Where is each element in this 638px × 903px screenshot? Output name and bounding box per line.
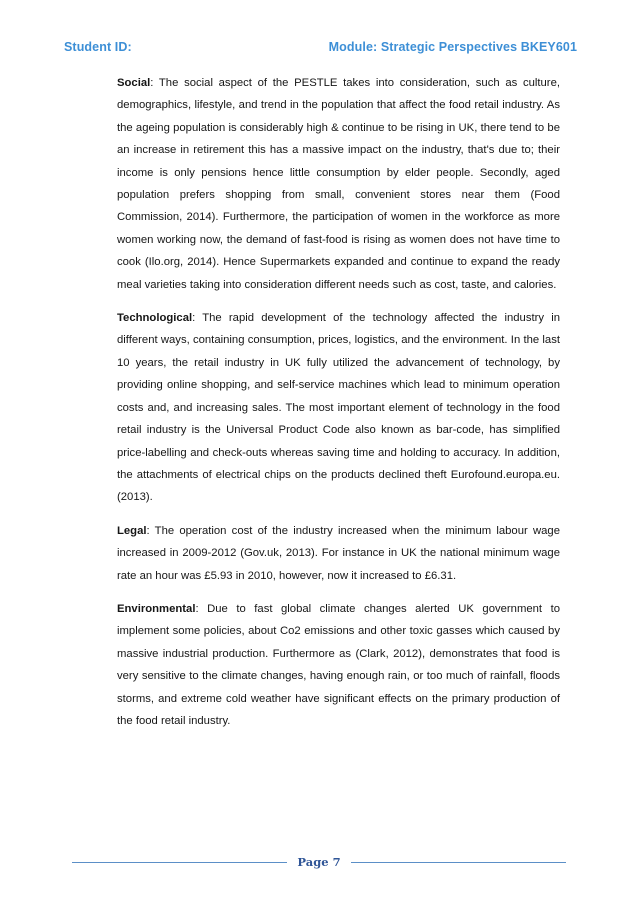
technological-text: : The rapid development of the technology affected the industry in different ways, containing consumption, prices, logistics, and the environment. In the last 10 years, the retail industry in UK fully utilized the advancement of technology, by providing online shopping, and self-service machines which lead to minimum operation costs and, and increasing sales. The most important element of technology in the food retail industry is the Universal Product Code also known as bar-code, has simplified price-labelling and check-outs whereas saving time and holding to accuracy. In addition, the attachments of electrical chips on the products declined theft Eurofound.europa.eu. (2013). [117, 312, 560, 504]
module-title: Module: Strategic Perspectives BKEY601 [328, 40, 577, 54]
social-paragraph [117, 72, 560, 296]
legal-paragraph [117, 520, 560, 587]
social-heading: Social [117, 77, 151, 89]
footer-divider-right [351, 862, 566, 863]
environmental-paragraph [117, 598, 560, 732]
legal-text: : The operation cost of the industry increased when the minimum labour wage increased in 2009-2012 (Gov.uk, 2013). For instance in UK the national minimum wage rate an hour was £5.93 in 2010, however, now it increased to £6.31. [117, 524, 560, 582]
student-id-label: Student ID: [64, 40, 132, 54]
social-text: : The social aspect of the PESTLE takes into consideration, such as culture, demographics, lifestyle, and trend in the population that affect the food retail industry. As the ageing population is considerably high & continue to be rising in UK, there tend to be an increase in retirement this has a massive impact on the industry, that's due to; their income is only pensions hence little consumption by elder people. Secondly, aged population prefers shopping from small, convenient stores near them (Food Commission, 2014). Furthermore, the participation of women in the workforce as more women working now, the demand of fast-food is rising as women does not have time to cook (Ilo.org, 2014). Hence Supermarkets expanded and continue to expand the ready meal varieties taking into consideration different needs such as cost, taste, and calories. [117, 77, 560, 291]
footer-divider-left [72, 862, 287, 863]
page-number: Page 7 [297, 855, 341, 869]
environmental-text: : Due to fast global climate changes alerted UK government to implement some policies, about Co2 emissions and other toxic gasses which caused by massive industrial production. Furthermore as (Clark, 2012), demonstrates that food is very sensitive to the climate changes, having enough rain, or too much of rainfall, floods storms, and extreme cold weather have significant effects on the primary production of the food retail industry. [117, 602, 560, 727]
technological-heading: Technological [117, 312, 193, 325]
technological-paragraph [117, 307, 560, 509]
page-header [0, 0, 638, 60]
document-body [117, 72, 560, 743]
environmental-heading: Environmental [117, 602, 196, 615]
legal-heading: Legal [117, 524, 147, 537]
